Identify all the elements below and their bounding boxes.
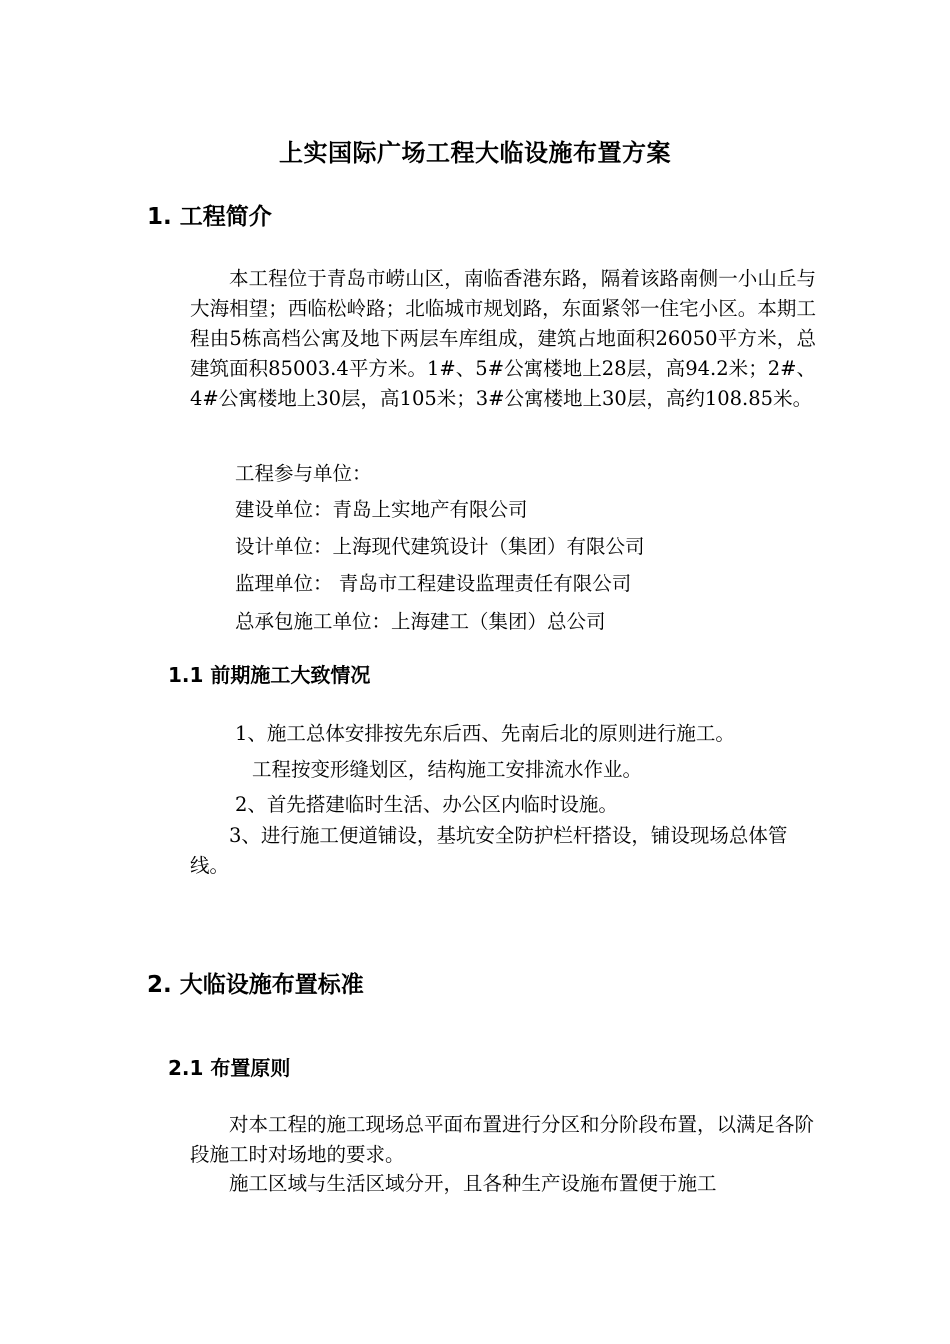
section-1-heading: 1. 工程简介: [147, 204, 272, 230]
participant-contractor: 总承包施工单位：上海建工（集团）总公司: [235, 610, 606, 633]
participant-supervisor: 监理单位： 青岛市工程建设监理责任有限公司: [235, 572, 632, 595]
section-2-1-paragraph-1: 对本工程的施工现场总平面布置进行分区和分阶段布置，以满足各阶段施工时对场地的要求。: [190, 1113, 815, 1166]
participant-designer: 设计单位：上海现代建筑设计（集团）有限公司: [235, 535, 645, 558]
participant-client: 建设单位：青岛上实地产有限公司: [235, 498, 528, 521]
section-2-1-paragraph-2: 施工区域与生活区域分开，且各种生产设施布置便于施工: [229, 1172, 717, 1195]
list-item-3: 3、进行施工便道铺设，基坑安全防护栏杆搭设，铺设现场总体管线。: [190, 824, 788, 877]
list-item-1: 1、施工总体安排按先东后西、先南后北的原则进行施工。: [235, 722, 735, 745]
document-title: 上实国际广场工程大临设施布置方案: [279, 139, 671, 167]
section-1-intro-paragraph: 本工程位于青岛市崂山区，南临香港东路，隔着该路南侧一小山丘与大海相望；西临松岭路；北临城市规划路，东面紧邻一住宅小区。本期工程由5栋高档公寓及地下两层车库组成，建筑占地面积26050平方米，总建筑面积85003.4平方米。1#、5#公寓楼地上28层，高94.2米；2#、4#公寓楼地上30层，高105米；3#公寓楼地上30层，高约108.85米。: [190, 267, 816, 410]
participants-label: 工程参与单位：: [235, 462, 372, 485]
list-item-2: 2、首先搭建临时生活、办公区内临时设施。: [235, 793, 618, 816]
section-1-1-heading: 1.1 前期施工大致情况: [168, 663, 371, 687]
section-2-heading: 2. 大临设施布置标准: [147, 972, 364, 998]
list-item-1-continuation: 工程按变形缝划区，结构施工安排流水作业。: [252, 758, 643, 781]
section-2-1-heading: 2.1 布置原则: [168, 1056, 291, 1080]
